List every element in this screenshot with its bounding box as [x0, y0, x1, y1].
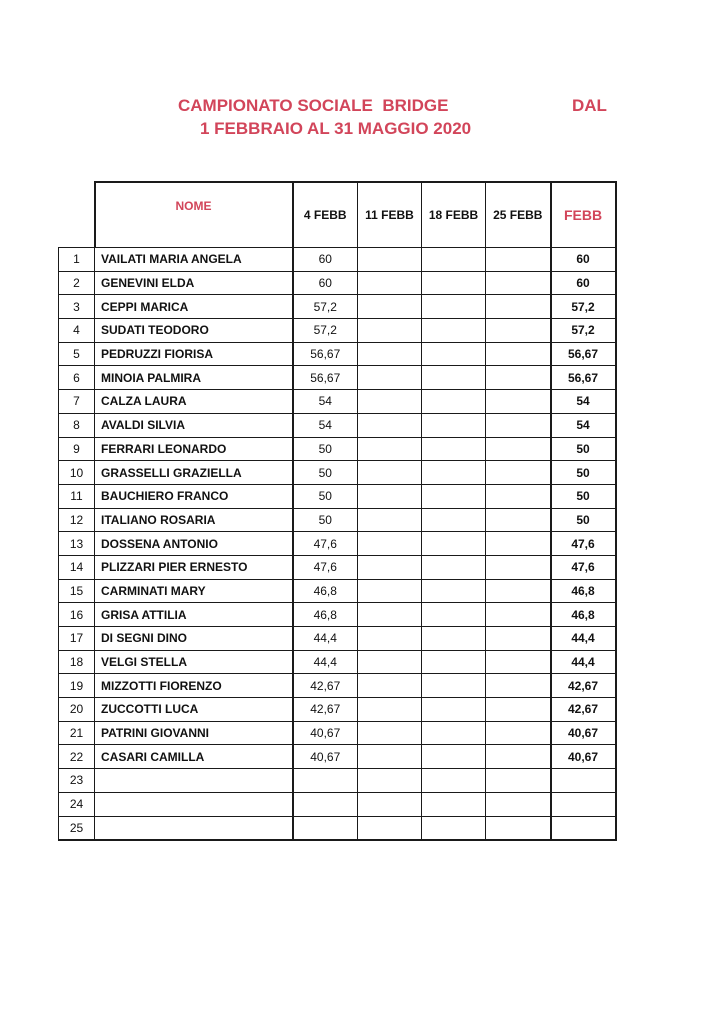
row-number: 16 [59, 603, 95, 627]
row-total: 50 [551, 508, 616, 532]
row-number: 3 [59, 295, 95, 319]
row-number: 5 [59, 342, 95, 366]
row-total [551, 792, 616, 816]
row-total: 40,67 [551, 721, 616, 745]
row-number: 1 [59, 248, 95, 272]
row-name: VAILATI MARIA ANGELA [95, 248, 293, 272]
header-total: FEBB [551, 182, 616, 248]
row-score-date-4 [486, 769, 551, 793]
row-score-date-4 [486, 674, 551, 698]
row-number: 17 [59, 627, 95, 651]
row-score-date-3 [422, 816, 486, 840]
row-name: CEPPI MARICA [95, 295, 293, 319]
row-name: ITALIANO ROSARIA [95, 508, 293, 532]
table-row [59, 698, 616, 722]
row-total: 40,67 [551, 745, 616, 769]
row-score-date-3 [422, 650, 486, 674]
row-name: DOSSENA ANTONIO [95, 532, 293, 556]
row-score-date-4 [486, 271, 551, 295]
row-score-date-3 [422, 413, 486, 437]
row-score-date-3 [422, 248, 486, 272]
row-score-date-4 [486, 650, 551, 674]
row-score-date-2 [358, 532, 422, 556]
row-score-date-4 [486, 319, 551, 343]
header-date-2: 11 FEBB [358, 182, 422, 248]
row-score-date-1 [293, 816, 358, 840]
row-name: VELGI STELLA [95, 650, 293, 674]
row-number: 21 [59, 721, 95, 745]
row-name: ZUCCOTTI LUCA [95, 698, 293, 722]
row-score-date-2 [358, 745, 422, 769]
row-name: SUDATI TEODORO [95, 319, 293, 343]
row-score-date-2 [358, 319, 422, 343]
row-score-date-1: 40,67 [293, 721, 358, 745]
table-row [59, 295, 616, 319]
table-row [59, 555, 616, 579]
header-blank-cell [59, 182, 95, 248]
row-number: 12 [59, 508, 95, 532]
row-name: AVALDI SILVIA [95, 413, 293, 437]
row-score-date-1: 47,6 [293, 532, 358, 556]
header-date-4: 25 FEBB [486, 182, 551, 248]
table-header-row [59, 182, 616, 248]
table-row [59, 484, 616, 508]
row-score-date-2 [358, 390, 422, 414]
row-number: 11 [59, 484, 95, 508]
row-score-date-1: 50 [293, 508, 358, 532]
row-score-date-4 [486, 437, 551, 461]
row-name: MINOIA PALMIRA [95, 366, 293, 390]
row-total: 46,8 [551, 603, 616, 627]
table-row [59, 792, 616, 816]
table-row [59, 271, 616, 295]
row-name: CASARI CAMILLA [95, 745, 293, 769]
row-score-date-4 [486, 366, 551, 390]
row-name: GENEVINI ELDA [95, 271, 293, 295]
row-name: PEDRUZZI FIORISA [95, 342, 293, 366]
row-number: 8 [59, 413, 95, 437]
row-score-date-4 [486, 603, 551, 627]
row-score-date-1: 46,8 [293, 603, 358, 627]
row-name [95, 816, 293, 840]
standings-table [58, 181, 617, 841]
row-score-date-2 [358, 461, 422, 485]
row-score-date-4 [486, 248, 551, 272]
row-total: 56,67 [551, 366, 616, 390]
row-score-date-4 [486, 792, 551, 816]
row-name: DI SEGNI DINO [95, 627, 293, 651]
row-name: PLIZZARI PIER ERNESTO [95, 555, 293, 579]
row-score-date-2 [358, 698, 422, 722]
row-score-date-4 [486, 295, 551, 319]
row-total: 42,67 [551, 674, 616, 698]
header-name: NOME [95, 182, 293, 248]
row-score-date-1: 54 [293, 390, 358, 414]
row-score-date-4 [486, 555, 551, 579]
row-name: GRISA ATTILIA [95, 603, 293, 627]
row-name: FERRARI LEONARDO [95, 437, 293, 461]
row-score-date-2 [358, 437, 422, 461]
row-score-date-4 [486, 342, 551, 366]
table-row [59, 508, 616, 532]
row-score-date-2 [358, 366, 422, 390]
row-score-date-2 [358, 627, 422, 651]
row-name: BAUCHIERO FRANCO [95, 484, 293, 508]
row-score-date-1: 56,67 [293, 342, 358, 366]
row-name: PATRINI GIOVANNI [95, 721, 293, 745]
row-score-date-2 [358, 816, 422, 840]
row-number: 20 [59, 698, 95, 722]
row-score-date-2 [358, 603, 422, 627]
row-score-date-2 [358, 792, 422, 816]
row-score-date-1: 44,4 [293, 627, 358, 651]
row-score-date-4 [486, 579, 551, 603]
row-total [551, 769, 616, 793]
row-score-date-1: 56,67 [293, 366, 358, 390]
table-row [59, 603, 616, 627]
row-number: 7 [59, 390, 95, 414]
row-score-date-4 [486, 461, 551, 485]
row-total: 50 [551, 461, 616, 485]
row-total: 54 [551, 413, 616, 437]
row-score-date-1: 57,2 [293, 295, 358, 319]
row-score-date-3 [422, 555, 486, 579]
title-line-2: 1 FEBBRAIO AL 31 MAGGIO 2020 [200, 119, 472, 138]
table-row [59, 769, 616, 793]
row-number: 19 [59, 674, 95, 698]
row-score-date-3 [422, 319, 486, 343]
row-score-date-3 [422, 627, 486, 651]
row-total: 47,6 [551, 532, 616, 556]
title-dal: DAL [572, 96, 607, 115]
row-score-date-3 [422, 674, 486, 698]
row-number: 14 [59, 555, 95, 579]
row-score-date-4 [486, 390, 551, 414]
row-score-date-3 [422, 792, 486, 816]
row-score-date-2 [358, 674, 422, 698]
row-total: 47,6 [551, 555, 616, 579]
row-name: GRASSELLI GRAZIELLA [95, 461, 293, 485]
table-row [59, 532, 616, 556]
row-score-date-2 [358, 508, 422, 532]
row-score-date-1: 50 [293, 461, 358, 485]
row-total: 46,8 [551, 579, 616, 603]
row-score-date-1 [293, 769, 358, 793]
row-number: 6 [59, 366, 95, 390]
row-total: 60 [551, 271, 616, 295]
row-score-date-2 [358, 342, 422, 366]
row-score-date-2 [358, 650, 422, 674]
row-score-date-3 [422, 579, 486, 603]
table-row [59, 413, 616, 437]
row-score-date-2 [358, 295, 422, 319]
table-row [59, 461, 616, 485]
row-score-date-2 [358, 769, 422, 793]
row-score-date-3 [422, 745, 486, 769]
row-number: 13 [59, 532, 95, 556]
row-score-date-4 [486, 745, 551, 769]
row-score-date-3 [422, 390, 486, 414]
row-score-date-4 [486, 413, 551, 437]
row-score-date-1: 60 [293, 248, 358, 272]
row-score-date-2 [358, 413, 422, 437]
row-number: 10 [59, 461, 95, 485]
row-score-date-1: 54 [293, 413, 358, 437]
row-score-date-3 [422, 366, 486, 390]
row-score-date-3 [422, 295, 486, 319]
table-row [59, 366, 616, 390]
row-score-date-3 [422, 698, 486, 722]
row-score-date-3 [422, 342, 486, 366]
row-number: 4 [59, 319, 95, 343]
table-row [59, 390, 616, 414]
row-score-date-1: 50 [293, 437, 358, 461]
row-score-date-1 [293, 792, 358, 816]
row-number: 15 [59, 579, 95, 603]
table-row [59, 650, 616, 674]
table-row [59, 674, 616, 698]
table-row [59, 248, 616, 272]
table-row [59, 816, 616, 840]
row-score-date-2 [358, 248, 422, 272]
row-total: 57,2 [551, 319, 616, 343]
table-row [59, 627, 616, 651]
row-score-date-4 [486, 816, 551, 840]
row-number: 9 [59, 437, 95, 461]
row-score-date-3 [422, 721, 486, 745]
table-row [59, 579, 616, 603]
row-score-date-1: 60 [293, 271, 358, 295]
row-score-date-2 [358, 484, 422, 508]
row-number: 23 [59, 769, 95, 793]
row-score-date-3 [422, 532, 486, 556]
row-score-date-2 [358, 271, 422, 295]
row-score-date-3 [422, 271, 486, 295]
row-score-date-3 [422, 437, 486, 461]
table-row [59, 721, 616, 745]
row-number: 2 [59, 271, 95, 295]
row-score-date-1: 47,6 [293, 555, 358, 579]
table-row [59, 342, 616, 366]
row-score-date-2 [358, 721, 422, 745]
row-total: 60 [551, 248, 616, 272]
row-total: 42,67 [551, 698, 616, 722]
row-total: 44,4 [551, 627, 616, 651]
row-number: 18 [59, 650, 95, 674]
row-score-date-3 [422, 484, 486, 508]
row-total: 50 [551, 484, 616, 508]
row-score-date-4 [486, 532, 551, 556]
row-score-date-1: 50 [293, 484, 358, 508]
row-name: CALZA LAURA [95, 390, 293, 414]
row-total: 50 [551, 437, 616, 461]
row-score-date-4 [486, 698, 551, 722]
row-total: 56,67 [551, 342, 616, 366]
row-score-date-1: 40,67 [293, 745, 358, 769]
title-line-1: CAMPIONATO SOCIALE BRIDGE [178, 96, 449, 115]
row-score-date-1: 57,2 [293, 319, 358, 343]
row-score-date-4 [486, 627, 551, 651]
row-score-date-4 [486, 484, 551, 508]
row-score-date-1: 42,67 [293, 698, 358, 722]
row-number: 25 [59, 816, 95, 840]
row-score-date-1: 44,4 [293, 650, 358, 674]
row-score-date-1: 42,67 [293, 674, 358, 698]
table-row [59, 745, 616, 769]
row-number: 22 [59, 745, 95, 769]
row-name: MIZZOTTI FIORENZO [95, 674, 293, 698]
row-total: 57,2 [551, 295, 616, 319]
table-row [59, 437, 616, 461]
row-score-date-3 [422, 461, 486, 485]
row-score-date-3 [422, 508, 486, 532]
row-number: 24 [59, 792, 95, 816]
row-total: 44,4 [551, 650, 616, 674]
row-score-date-2 [358, 555, 422, 579]
document-title [0, 96, 724, 146]
header-date-1: 4 FEBB [293, 182, 358, 248]
row-name: CARMINATI MARY [95, 579, 293, 603]
row-score-date-3 [422, 603, 486, 627]
row-score-date-2 [358, 579, 422, 603]
row-total [551, 816, 616, 840]
row-score-date-3 [422, 769, 486, 793]
row-total: 54 [551, 390, 616, 414]
row-name [95, 792, 293, 816]
header-date-3: 18 FEBB [422, 182, 486, 248]
row-score-date-4 [486, 508, 551, 532]
row-score-date-1: 46,8 [293, 579, 358, 603]
table-row [59, 319, 616, 343]
row-score-date-4 [486, 721, 551, 745]
row-name [95, 769, 293, 793]
